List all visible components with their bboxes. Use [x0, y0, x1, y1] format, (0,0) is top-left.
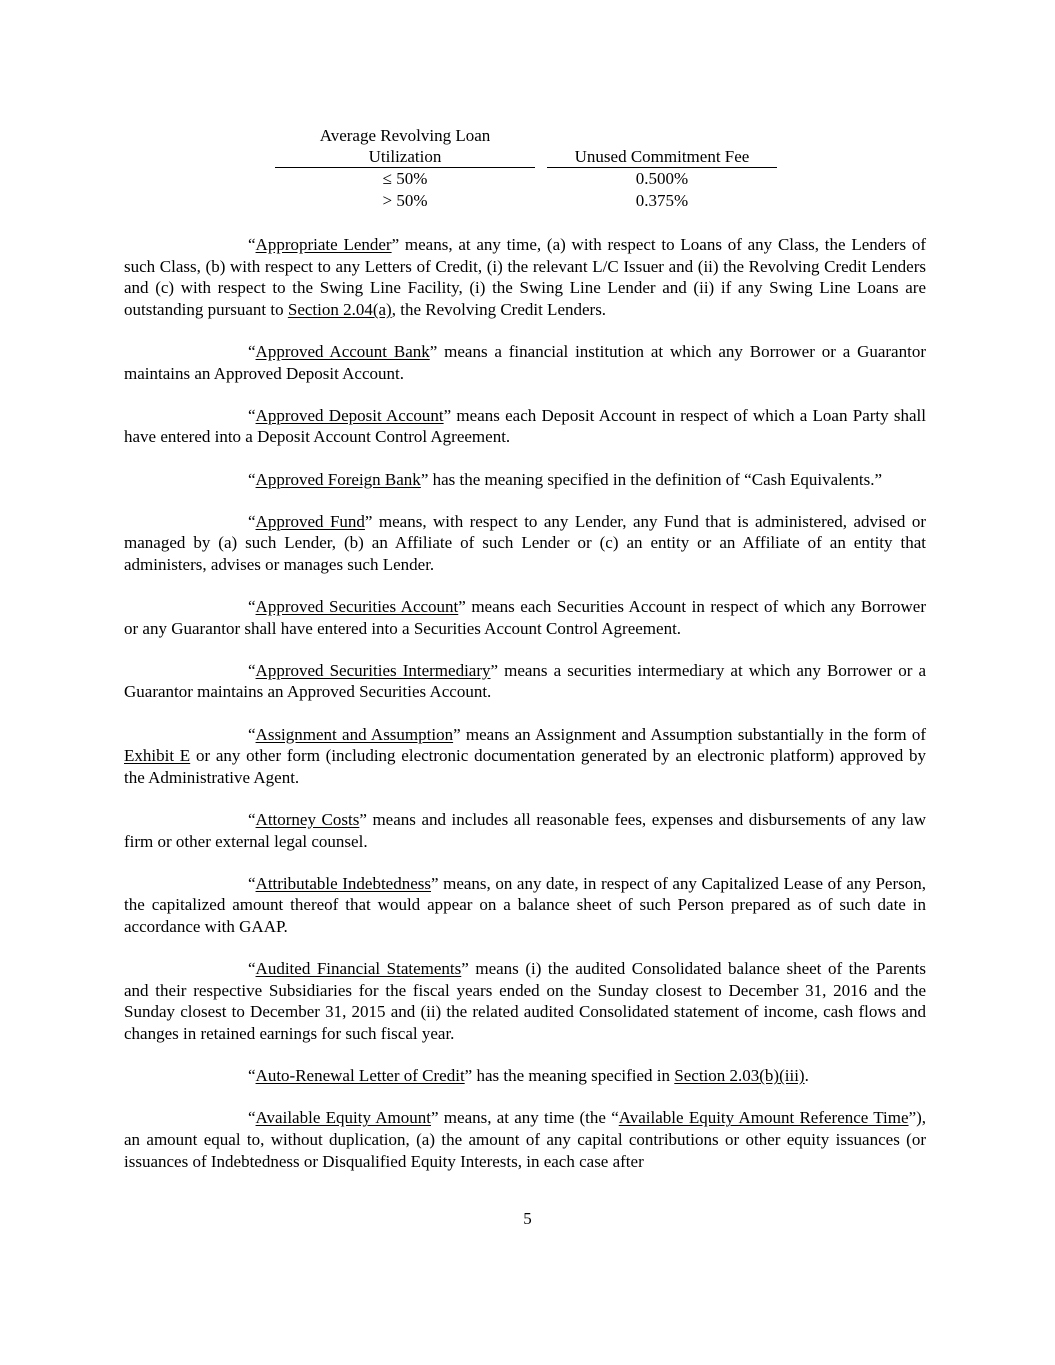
cross-reference: Exhibit E: [124, 746, 191, 766]
definition-appropriate-lender: “Appropriate Lender” means, at any time, (a) with respect to Loans of any Class, the Lenders of such Class, (b) with respect to any Letters of Credit, (i) the relevant L/C Issuer and (ii) the Revolving Credit Lenders and (c) with respect to the Swing Line Facility, (i) the Swing Line Lender and (ii) if any Swing Line Loans are outstanding pursuant to Section 2.04(a), the Revolving Credit Lenders.: [124, 235, 926, 319]
definition-approved-deposit-account: “Approved Deposit Account” means each Deposit Account in respect of which a Loan Party shall have entered into a Deposit Account Control Agreement.: [124, 405, 926, 447]
defined-term: Approved Securities Intermediary: [255, 660, 491, 680]
definition-assignment-and-assumption: “Assignment and Assumption” means an Assignment and Assumption substantially in the form of Exhibit E or any other form (including electronic documentation generated by an electronic platform) approved by the Administrative Agent.: [124, 724, 926, 787]
definition-auto-renewal-letter-of-credit: “Auto-Renewal Letter of Credit” has the meaning specified in Section 2.03(b)(iii).: [248, 1066, 809, 1086]
defined-term: Approved Account Bank: [255, 341, 430, 361]
table-header-row-1: [275, 125, 777, 146]
definition-approved-account-bank: “Approved Account Bank” means a financial institution at which any Borrower or a Guarantor maintains an Approved Deposit Account.: [124, 341, 926, 383]
defined-term: Approved Deposit Account: [255, 405, 444, 425]
fee-cell: 0.500%: [635, 169, 689, 188]
defined-term-secondary: Available Equity Amount Reference Time: [618, 1108, 909, 1128]
defined-term: Assignment and Assumption: [255, 724, 454, 744]
defined-term: Attributable Indebtedness: [255, 873, 432, 893]
cross-reference: Section 2.03(b)(iii): [674, 1066, 805, 1086]
utilization-header-line1: Average Revolving Loan: [319, 126, 491, 145]
utilization-header-line2: Utilization: [275, 146, 535, 168]
definitions-body: [124, 234, 926, 1193]
defined-term: Approved Foreign Bank: [255, 469, 421, 489]
definition-approved-foreign-bank: “Approved Foreign Bank” has the meaning specified in the definition of “Cash Equivalents.”: [248, 469, 883, 489]
definition-approved-fund: “Approved Fund” means, with respect to any Lender, any Fund that is administered, advised or managed by (a) such Lender, (b) an Affiliate of such Lender or (c) an entity or an Affiliate of an entity that administers, advises or manages such Lender.: [124, 511, 926, 574]
defined-term: Approved Fund: [255, 511, 365, 531]
defined-term: Approved Securities Account: [255, 597, 459, 617]
utilization-cell: > 50%: [382, 191, 428, 210]
utilization-cell: ≤ 50%: [382, 169, 428, 188]
table-row: [275, 168, 777, 190]
definition-available-equity-amount: “Available Equity Amount” means, at any time (the “Available Equity Amount Reference Time”), an amount equal to, without duplication, (a) the amount of any capital contributions or other equity issuances (or issuances of Indebtedness or Disqualified Equity Interests, in each case after: [124, 1108, 927, 1171]
table-row: [275, 190, 777, 212]
table-header-row-2: [275, 146, 777, 168]
definition-audited-financial-statements: “Audited Financial Statements” means (i) the audited Consolidated balance sheet of the Parents and their respective Subsidiaries for the fiscal years ended on the Sunday closest to December 31, 2016 and the Sunday closest to December 31, 2015 and (ii) the related audited Consolidated statement of income, cash flows and changes in retained earnings for such fiscal year.: [124, 959, 926, 1043]
defined-term: Appropriate Lender: [255, 235, 392, 254]
fee-cell: 0.375%: [635, 191, 689, 210]
defined-term: Auto-Renewal Letter of Credit: [255, 1066, 465, 1086]
defined-term: Attorney Costs: [255, 810, 360, 830]
cross-reference: Section 2.04(a): [287, 299, 392, 319]
definition-approved-securities-intermediary: “Approved Securities Intermediary” means a securities intermediary at which any Borrower or a Guarantor maintains an Approved Securities Account.: [124, 660, 926, 702]
defined-term: Audited Financial Statements: [255, 959, 462, 979]
definition-approved-securities-account: “Approved Securities Account” means each Securities Account in respect of which any Borrower or any Guarantor shall have entered into a Securities Account Control Agreement.: [124, 597, 926, 638]
unused-commitment-fee-table: [275, 125, 777, 212]
page-number: 5: [523, 1209, 532, 1228]
definition-attorney-costs: “Attorney Costs” means and includes all reasonable fees, expenses and disbursements of any law firm or other external legal counsel.: [124, 810, 926, 851]
unused-commitment-fee-header: Unused Commitment Fee: [547, 146, 777, 168]
defined-term: Available Equity Amount: [255, 1108, 431, 1128]
definition-attributable-indebtedness: “Attributable Indebtedness” means, on any date, in respect of any Capitalized Lease of any Person, the capitalized amount thereof that would appear on a balance sheet of such Person prepared as of such date in accordance with GAAP.: [124, 873, 926, 936]
